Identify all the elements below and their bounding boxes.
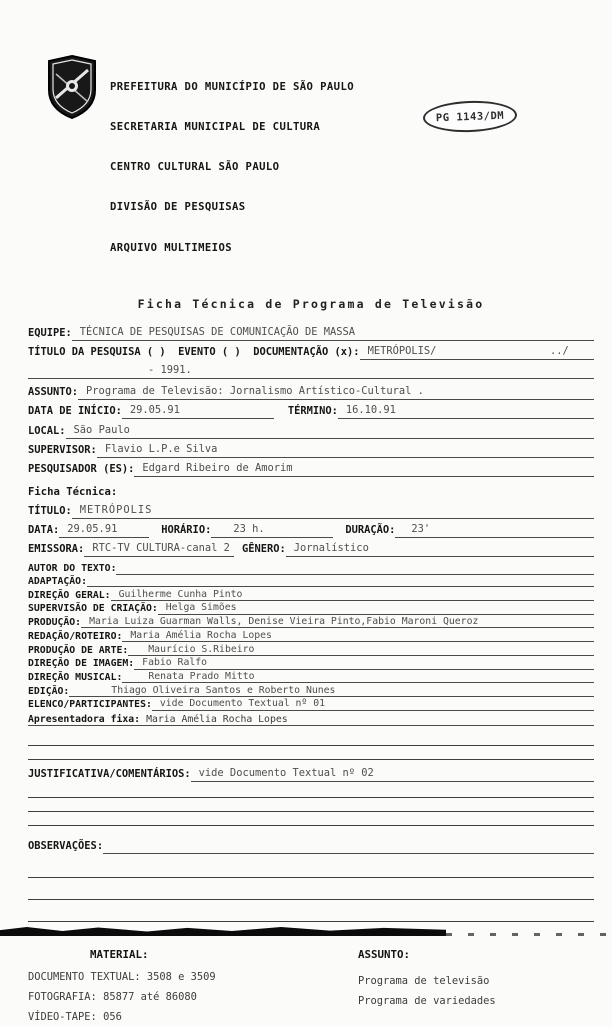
field-label: PRODUÇÃO DE ARTE: <box>28 644 129 656</box>
field-data-horario-duracao <box>28 521 594 538</box>
field-value: Flavio L.P.e Silva <box>97 441 594 458</box>
field-titulo <box>28 502 594 519</box>
credits-section <box>28 563 594 725</box>
field-value: 29.05.91 <box>59 521 149 538</box>
field-label: Apresentadora fixa: <box>28 713 141 725</box>
blank-line <box>28 878 594 900</box>
field-value: Maria Luiza Guarman Walls, Denise Vieira Pinto,Fabio Maroni Queroz <box>81 616 594 628</box>
program-info-section <box>28 502 594 557</box>
material-item: DOCUMENTO TEXTUAL: 3508 e 3509 <box>28 971 216 984</box>
field-label: LOCAL: <box>28 424 66 437</box>
field-local <box>28 422 594 439</box>
field-producao-arte <box>28 644 594 656</box>
registration-stamp: PG 1143/DM <box>422 99 517 133</box>
blank-line <box>28 746 594 760</box>
field-value: RTC-TV CULTURA-canal 2 <box>84 540 234 557</box>
material-column <box>28 948 358 1027</box>
research-info-section <box>28 324 594 477</box>
field-label: PRODUÇÃO: <box>28 617 82 629</box>
field-label: JUSTIFICATIVA/COMENTÁRIOS: <box>28 767 191 780</box>
field-value: Thiago Oliveira Santos e Roberto Nunes <box>69 685 594 697</box>
field-value: Helga Simões <box>158 602 594 614</box>
field-pesquisador <box>28 460 594 477</box>
org-line: SECRETARIA MUNICIPAL DE CULTURA <box>110 121 321 134</box>
field-autor-texto <box>28 563 594 574</box>
field-value: - 1991. <box>28 362 594 379</box>
field-edicao <box>28 685 594 697</box>
org-line: CENTRO CULTURAL SÃO PAULO <box>110 161 280 174</box>
field-emissora-genero <box>28 540 594 557</box>
blank-line <box>28 900 594 922</box>
field-value: Maurício S.Ribeiro <box>128 644 594 656</box>
field-label: PESQUISADOR (ES): <box>28 463 135 476</box>
field-apresentadora <box>28 714 594 726</box>
field-value <box>103 853 594 854</box>
field-value: vide Documento Textual nº 01 <box>152 698 594 710</box>
field-label: DATA DE INÍCIO: <box>28 405 122 418</box>
field-label: SUPERVISÃO DE CRIAÇÃO: <box>28 603 158 615</box>
field-label: AUTOR DO TEXTO: <box>28 563 117 575</box>
field-value: 23' <box>395 521 594 538</box>
field-value: 16.10.91 <box>338 402 594 419</box>
field-label: TÉRMINO: <box>287 405 338 418</box>
field-value: Fabio Ralfo <box>134 657 594 669</box>
org-line: ARQUIVO MULTIMEIOS <box>110 241 233 254</box>
field-value-secondary: ../ <box>542 343 594 360</box>
field-value: Jornalístico <box>286 540 594 557</box>
field-value: Maria Amélia Rocha Lopes <box>122 630 594 642</box>
field-value <box>87 586 594 587</box>
field-producao <box>28 616 594 628</box>
field-equipe <box>28 324 594 341</box>
field-direcao-musical <box>28 671 594 683</box>
org-line: DIVISÃO DE PESQUISAS <box>110 201 246 214</box>
field-value <box>116 574 594 575</box>
field-label: ASSUNTO: <box>28 386 79 399</box>
field-label: DIREÇÃO DE IMAGEM: <box>28 658 135 670</box>
field-label: ELENCO/PARTICIPANTES: <box>28 699 152 711</box>
field-value: Renata Prado Mitto <box>122 671 594 683</box>
blank-line <box>28 798 594 812</box>
field-supervisao-criacao <box>28 602 594 614</box>
field-value: Edgard Ribeiro de Amorim <box>134 460 594 477</box>
field-datas <box>28 402 594 419</box>
field-justificativa <box>28 765 594 782</box>
field-value: Programa de Televisão: Jornalismo Artístico-Cultural . <box>78 383 594 400</box>
assunto-item: Programa de variedades <box>358 995 496 1008</box>
field-observacoes <box>28 838 594 854</box>
field-value: 29.05.91 <box>122 402 274 419</box>
field-supervisor <box>28 441 594 458</box>
assunto-item: Programa de televisão <box>358 975 490 988</box>
field-redacao-roteiro <box>28 630 594 642</box>
field-tipo-documentacao <box>28 343 594 360</box>
field-assunto <box>28 383 594 400</box>
blank-line <box>28 812 594 826</box>
field-label: EDIÇÃO: <box>28 685 70 697</box>
field-value: METRÓPOLIS <box>72 502 594 519</box>
field-value: 23 h. <box>211 521 333 538</box>
field-label: DIREÇÃO GERAL: <box>28 589 111 601</box>
field-direcao-geral <box>28 589 594 601</box>
field-label: GÊNERO: <box>241 543 286 556</box>
assunto-heading: ASSUNTO: <box>358 948 411 962</box>
field-value: São Paulo <box>66 422 594 439</box>
assunto-column <box>358 948 594 1027</box>
document-title: Ficha Técnica de Programa de Televisão <box>137 296 485 311</box>
field-value: vide Documento Textual nº 02 <box>191 765 594 782</box>
field-label: REDAÇÃO/ROTEIRO: <box>28 630 123 642</box>
org-name-lines <box>110 54 354 282</box>
field-label: EMISSORA: <box>28 543 85 556</box>
blank-line <box>28 856 594 878</box>
ficha-tecnica-heading: Ficha Técnica: <box>28 486 118 499</box>
letterhead <box>28 54 594 282</box>
field-label: DIREÇÃO MUSICAL: <box>28 671 123 683</box>
material-item: FOTOGRAFIA: 85877 até 86080 <box>28 991 197 1004</box>
field-adaptacao <box>28 576 594 587</box>
field-value: TÉCNICA DE PESQUISAS DE COMUNICAÇÃO DE MASSA <box>72 324 594 341</box>
field-tipo-continuation <box>28 362 594 379</box>
field-label: OBSERVAÇÕES: <box>28 840 104 853</box>
field-value: Guilherme Cunha Pinto <box>111 589 594 601</box>
material-item: VÍDEO-TAPE: 056 <box>28 1011 122 1024</box>
blank-line <box>28 784 594 798</box>
field-label: ADAPTAÇÃO: <box>28 576 87 588</box>
field-elenco-participantes <box>28 698 594 710</box>
field-label: TÍTULO DA PESQUISA ( ) EVENTO ( ) DOCUMENTAÇÃO (x): <box>28 346 360 359</box>
field-label: DURAÇÃO: <box>345 524 396 537</box>
sao-paulo-coat-of-arms-icon <box>46 54 98 120</box>
blank-line <box>28 732 594 746</box>
material-heading: MATERIAL: <box>90 948 149 962</box>
field-value: Maria Amélia Rocha Lopes <box>146 713 288 725</box>
archive-reference-section <box>28 948 594 1027</box>
field-label: SUPERVISOR: <box>28 443 97 456</box>
field-label: HORÁRIO: <box>161 524 212 537</box>
field-label: TÍTULO: <box>28 505 72 518</box>
field-value: METRÓPOLIS/ <box>360 343 542 360</box>
field-direcao-imagem <box>28 657 594 669</box>
scanned-form-page <box>28 0 594 1027</box>
org-line: PREFEITURA DO MUNICÍPIO DE SÃO PAULO <box>110 80 355 93</box>
field-label: DATA: <box>28 524 60 537</box>
field-label: EQUIPE: <box>28 326 72 339</box>
